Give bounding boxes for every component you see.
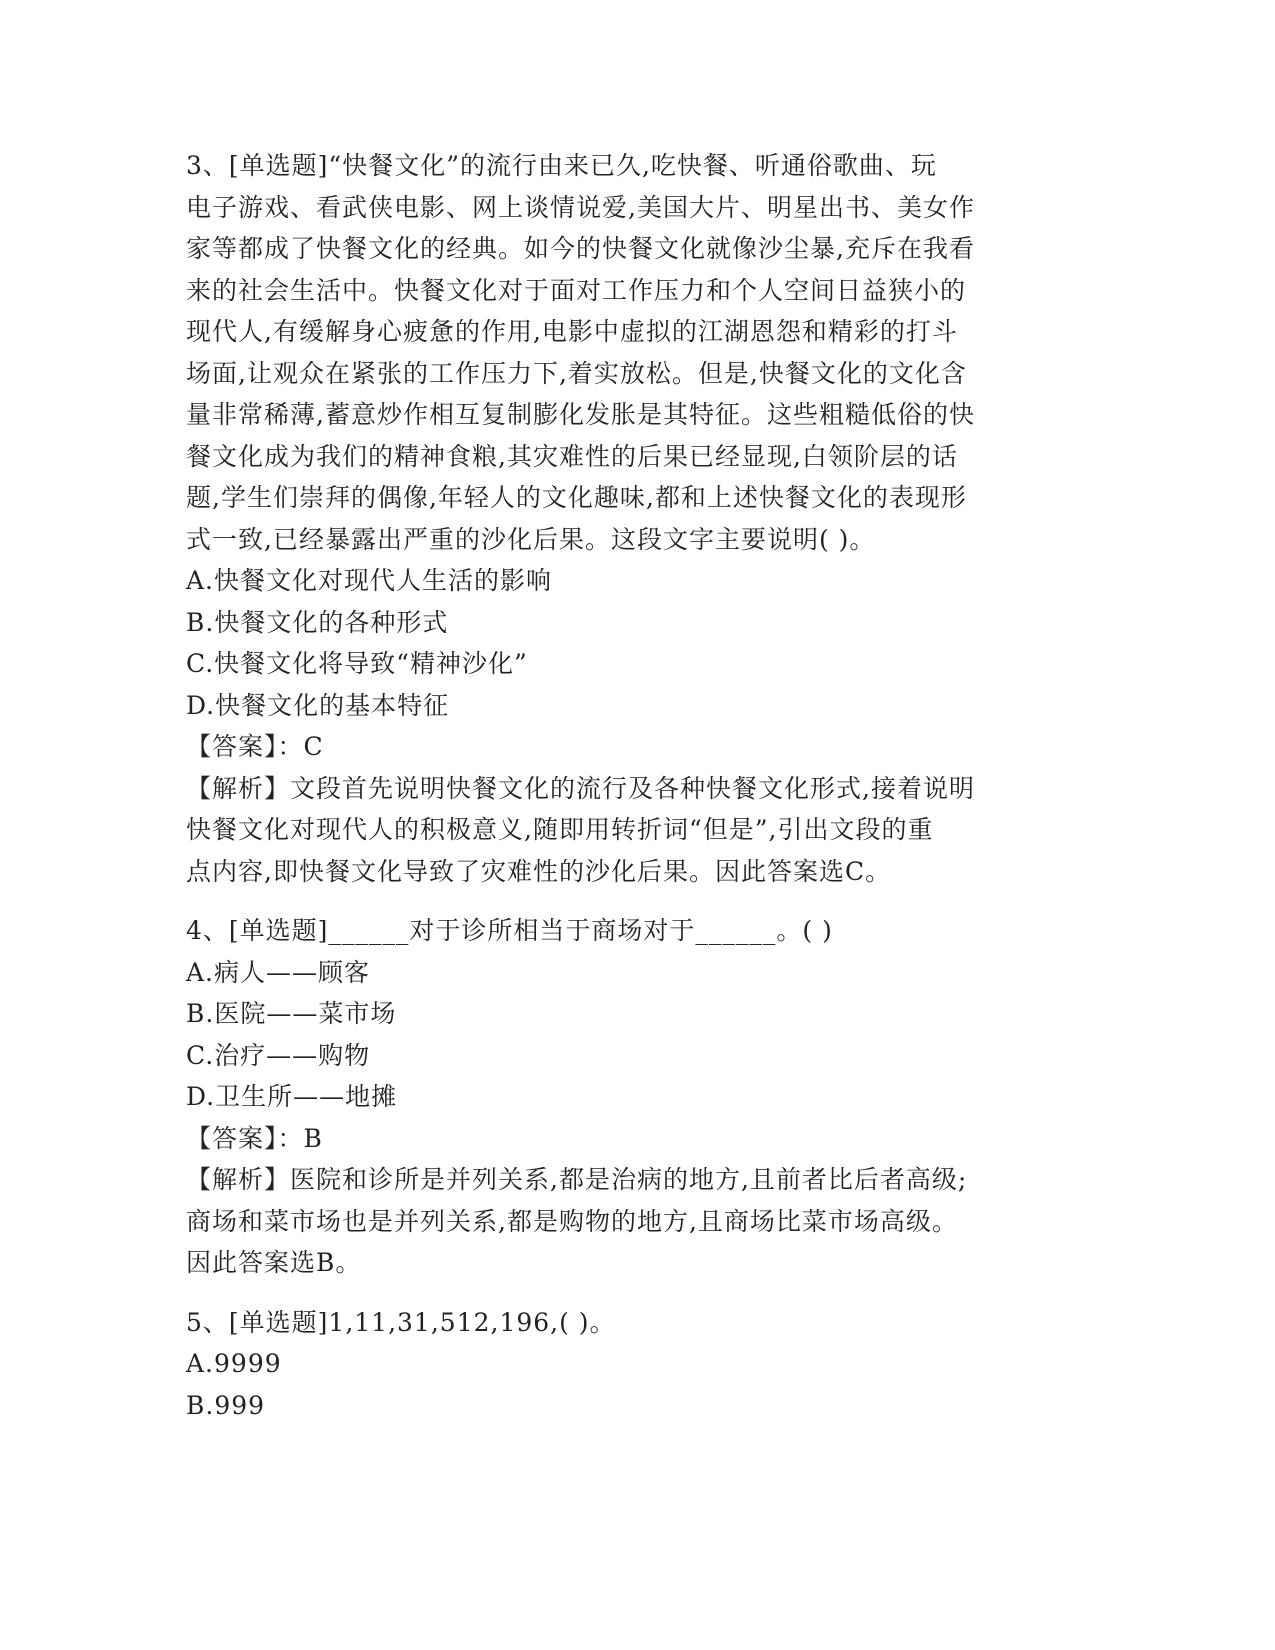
analysis-line: 点内容,即快餐文化导致了灾难性的沙化后果。因此答案选C。 [186,856,892,886]
option-b: B.999 [186,1390,266,1420]
analysis-line: 【解析】医院和诊所是并列关系,都是治病的地方,且前者比后者高级; [186,1165,968,1194]
analysis-line: 快餐文化对现代人的积极意义,随即用转折词“但是”,引出文段的重 [186,815,934,844]
question-spacer [186,892,1076,910]
question-stem-line: 题,学生们崇拜的偶像,年轻人的文化趣味,都和上述快餐文化的表现形 [186,483,967,512]
analysis-line: 商场和菜市场也是并列关系,都是购物的地方,且商场比菜市场高级。 [186,1206,958,1236]
option-a: A.快餐文化对现代人生活的影响 [186,566,553,595]
question-stem-line: 电子游戏、看武侠电影、网上谈情说爱,美国大片、明星出书、美女作 [186,192,975,222]
option-a: A.9999 [186,1349,282,1378]
option-c: C.治疗——购物 [186,1040,371,1070]
question-stem-line: 式一致,已经暴露出严重的沙化后果。这段文字主要说明( )。 [186,524,876,554]
question-stem-line: 量非常稀薄,蓄意炒作相互复制膨化发胀是其特征。这些粗糙低俗的快 [186,400,975,429]
option-b: B.医院——菜市场 [186,999,397,1028]
question-stem-line: 现代人,有缓解身心疲惫的作用,电影中虚拟的江湖恩怨和精彩的打斗 [186,317,958,346]
option-a: A.病人——顾客 [186,957,371,987]
question-3 [186,145,1076,892]
answer: 【答案】：B [186,1123,323,1153]
question-stem-line: 5、[单选题]1,11,31,512,196,( )。 [186,1307,616,1337]
option-d: D.快餐文化的基本特征 [186,690,450,720]
question-spacer [186,1284,1076,1302]
analysis-line: 因此答案选B。 [186,1248,362,1277]
question-stem-line: 餐文化成为我们的精神食粮,其灾难性的后果已经显现,白领阶层的话 [186,441,958,471]
question-4 [186,910,1076,1284]
option-c: C.快餐文化将导致“精神沙化” [186,649,528,678]
question-stem-line: 场面,让观众在紧张的工作压力下,着实放松。但是,快餐文化的文化含 [186,358,967,388]
question-stem-line: 来的社会生活中。快餐文化对于面对工作压力和个人空间日益狭小的 [186,275,967,305]
question-5 [186,1302,1076,1427]
answer: 【答案】：C [186,732,324,761]
document-content [186,145,1076,1426]
option-d: D.卫生所——地摊 [186,1082,398,1111]
question-stem-line: 4、[单选题]______对于诊所相当于商场对于______。( ) [186,916,833,945]
question-stem-line: 家等都成了快餐文化的经典。如今的快餐文化就像沙尘暴,充斥在我看 [186,234,975,263]
option-b: B.快餐文化的各种形式 [186,607,449,637]
analysis-line: 【解析】文段首先说明快餐文化的流行及各种快餐文化形式,接着说明 [186,773,975,803]
question-stem-line: 3、[单选题]“快餐文化”的流行由来已久,吃快餐、听通俗歌曲、玩 [186,151,937,180]
